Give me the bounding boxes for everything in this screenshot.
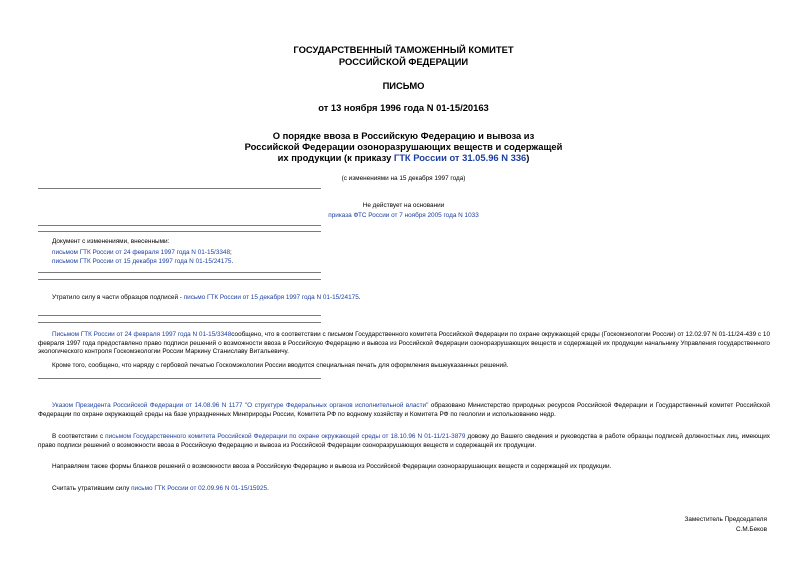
- paragraph-4: [38, 433, 770, 450]
- para6-suffix: .: [267, 485, 269, 492]
- org-name-line2: РОССИЙСКОЙ ФЕДЕРАЦИИ: [338, 56, 469, 67]
- paragraph-3: [38, 402, 770, 419]
- divider: [38, 315, 321, 316]
- lost-force-note: [52, 294, 361, 303]
- lost-force-suffix: .: [358, 294, 361, 301]
- paragraph-1: [38, 331, 770, 357]
- para1-text: сообщено, что в соответствии с письмом Государственного комитета Российской Федерации по охране окружающей среды (Госкомэкологии России) от 12.02.97 N 01-11/24-439 с 10 февраля 1997 года предоставлено право подписи решений о возможности ввоза в Российскую Федерацию и вывоза из Российской Федерации озоноразрушающих веществ и содержащей их продукции начальнику Управления государственного экологического контроля Госкомэкологии России Маркину Станиславу Витальевичу.: [38, 331, 770, 356]
- title-line3-suffix: ): [526, 152, 530, 163]
- lost-force-prefix: Утратило силу в части образцов подписей -: [52, 294, 184, 301]
- amended-note: (с изменениями на 15 декабря 1997 года): [341, 175, 466, 182]
- title-line3: [0, 152, 807, 163]
- signature-position: Заместитель Председателя: [684, 516, 767, 523]
- changes-link-1[interactable]: письмом ГТК России от 24 февраля 1997 года N 01-15/3348: [52, 248, 231, 256]
- divider: [38, 272, 321, 273]
- changes-block: [52, 238, 233, 267]
- para6-letter-link[interactable]: письмо ГТК России от 02.09.96 N 01-15/15925: [131, 485, 268, 492]
- divider: [38, 322, 321, 323]
- divider: [38, 225, 321, 226]
- validity-order-link[interactable]: приказа ФТС России от 7 ноября 2005 года N 1033: [328, 212, 479, 219]
- doc-type: ПИСЬМО: [382, 80, 425, 91]
- changes-intro: Документ с изменениями, внесенными:: [52, 238, 170, 245]
- divider: [38, 231, 321, 232]
- title-line1: О порядке ввоза в Российскую Федерацию и вывоза из: [272, 130, 535, 141]
- paragraph-2: Кроме того, сообщено, что наряду с гербовой печатью Госкомэкологии России вводится специальная печать для оформления вышеуказанных решений.: [52, 362, 509, 369]
- validity-note: Не действует на основании: [362, 202, 445, 209]
- paragraph-5: Направляем также формы бланков решений о возможности ввоза в Российскую Федерацию и вывоза из Российской Федерации озоноразрушающих веществ и содержащей их продукции.: [52, 463, 612, 470]
- para4-prefix: В соответствии с: [52, 433, 106, 440]
- para3-decree-link[interactable]: Указом Президента Российской Федерации от 14.08.96 N 1177 "О структуре Федеральных органов исполнительной власти": [52, 402, 429, 409]
- divider: [38, 188, 321, 189]
- para1-letter-link[interactable]: Письмом ГТК России от 24 февраля 1997 года N 01-15/3348: [52, 331, 232, 338]
- para4-letter-link[interactable]: письмом Государственного комитета Российской Федерации по охране окружающей среды от 18.10.96 N 01-11/21-3879: [105, 433, 466, 440]
- doc-date-number: от 13 ноября 1996 года N 01-15/20163: [318, 102, 489, 113]
- lost-force-link[interactable]: письмо ГТК России от 15 декабря 1997 года N 01-15/24175: [183, 294, 359, 301]
- changes-link-1-suffix: ;: [230, 248, 232, 256]
- changes-item-2: [52, 258, 233, 267]
- divider: [38, 378, 321, 379]
- org-name-line1: ГОСУДАРСТВЕННЫЙ ТАМОЖЕННЫЙ КОМИТЕТ: [293, 44, 514, 55]
- changes-link-2[interactable]: письмом ГТК России от 15 декабря 1997 года N 01-15/24175: [52, 258, 232, 266]
- changes-link-2-suffix: .: [231, 258, 234, 266]
- para6-prefix: Считать утратившим силу: [52, 485, 132, 492]
- signature-block: [684, 515, 767, 535]
- signature-name: С.М.Беков: [735, 526, 767, 533]
- para4-text: довожу до Вашего сведения и руководства в работе образцы подписей должностных лиц, имеющих право подписи решений о возможности ввоза в Российскую Федерацию и вывоза из Российской Федерации озоноразрушающих веществ и содержащей их продукции.: [38, 433, 771, 449]
- para3-text: образовано Министерство природных ресурсов Российской Федерации и Государственный комитет Российской Федерации по охране окружающей среды на базе упраздненных Минприроды России, Комитета РФ по водному хозяйству и Комитета РФ по геологии и использованию недр.: [38, 402, 770, 418]
- title-order-link[interactable]: ГТК России от 31.05.96 N 336: [393, 152, 527, 163]
- changes-item-1: [52, 249, 233, 258]
- divider: [38, 279, 321, 280]
- title-line3-prefix: их продукции (к приказу: [277, 152, 394, 163]
- validity-line2: [0, 211, 807, 220]
- paragraph-6: [38, 485, 770, 494]
- title-line2: Российской Федерации озоноразрушающих веществ и содержащей: [244, 141, 563, 152]
